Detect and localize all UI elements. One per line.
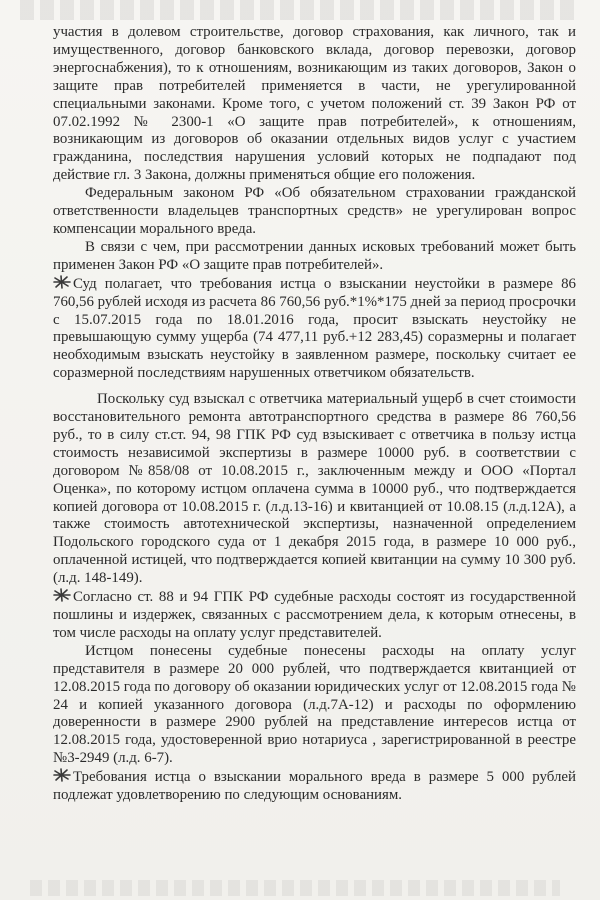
paragraph-6 <box>53 588 576 643</box>
handwritten-asterisk-icon <box>53 588 71 602</box>
paragraph-4-text: Суд полагает, что требования истца о взыскании неустойки в размере 86 760,56 рублей исходя из расчета 86 760,56 руб.*1%*175 дней за период просрочки с 15.07.2015 года по 18.01.2016 года, просит взыскать неустойку не превышающую сумму ущерба (74 477,11 руб.+12 283,45) соразмерны и полагает необходимым взыскать неустойку в заявленном размере, поскольку считает ее соразмерной последствиям нарушенных ответчиком обязательств. <box>53 275 576 382</box>
paragraph-8-text: Требования истца о взыскании морального вреда в размере 5 000 рублей подлежат удовлетворению по следующим основаниям. <box>53 769 576 804</box>
paragraph-8 <box>53 768 576 805</box>
paragraph-1: участия в долевом строительстве, договор страхования, как личного, так и имущественного, договор банковского вклада, договор перевозки, договор энергоснабжения), то к отношениям, возникающим из таких договоров, Закон о защите прав потребителей применяется в части, не урегулированной специальными законами. Кроме того, с учетом положений ст. 39 Закон РФ от 07.02.1992 № 2300-1 «О защите прав потребителей», к отношениям, возникающим из договоров об оказании отдельных видов услуг с участием гражданина, последствия нарушения условий которых не подпадают под действие гл. 3 Закона, должны применяться общие его положения. <box>53 24 576 184</box>
paragraph-6-text: Согласно ст. 88 и 94 ГПК РФ судебные расходы состоят из государственной пошлины и издержек, связанных с рассмотрением дела, к которым отнесены, в том числе расходы на оплату услуг представителей. <box>53 589 576 641</box>
paragraph-2: Федеральным законом РФ «Об обязательном страховании гражданской ответственности владельцев транспортных средств» не урегулирован вопрос компенсации морального вреда. <box>53 185 576 237</box>
paragraph-3: В связи с чем, при рассмотрении данных исковых требований может быть применен Закон РФ «О защите прав потребителей». <box>53 238 576 273</box>
handwritten-asterisk-icon <box>53 275 71 289</box>
paragraph-4 <box>53 275 576 383</box>
bleed-through-bottom <box>30 880 560 896</box>
handwritten-asterisk-icon <box>53 768 71 782</box>
paragraph-7: Истцом понесены судебные понесены расходы на оплату услуг представителя в размере 20 000 рублей, что подтверждается квитанцией от 12.08.2015 года по договору об оказании юридических услуг от 12.08.2015 года № 24 и копией указанного договора (л.д.7А-12) и расходы по оформлению доверенности в размере 2900 рублей на представление интересов истца от 12.08.2015 года, удостоверенной врио нотариуса , зарегистрированной в реестре №3-2949 (л.д. 6-7). <box>53 642 576 767</box>
paragraph-5: Поскольку суд взыскал с ответчика материальный ущерб в счет стоимости восстановительного ремонта автотранспортного средства в размере 86 760,56 руб., то в силу ст.ст. 94, 98 ГПК РФ суд взыскивает с ответчика в пользу истца стоимость независимой экспертизы в размере 10000 руб. в соответствии с договором №858/08 от 10.08.2015 г., заключенным между и ООО «Портал Оценка», по которому истцом оплачена сумма в 10000 руб., что подтверждается копией договора от 10.08.2015 г. (л.д.13-16) и квитанцией от 10.08.15 (л.д.12А), а также стоимость автотехнической экспертизы, назначенной определением Подольского городского суда от 1 декабря 2015 года, в размере 10 000 руб., оплаченной истицей, что подтверждается копией квитанции на сумму 10 300 руб. (л.д. 148-149). <box>53 391 576 587</box>
bleed-through-top <box>20 0 580 20</box>
document-body <box>53 24 576 805</box>
